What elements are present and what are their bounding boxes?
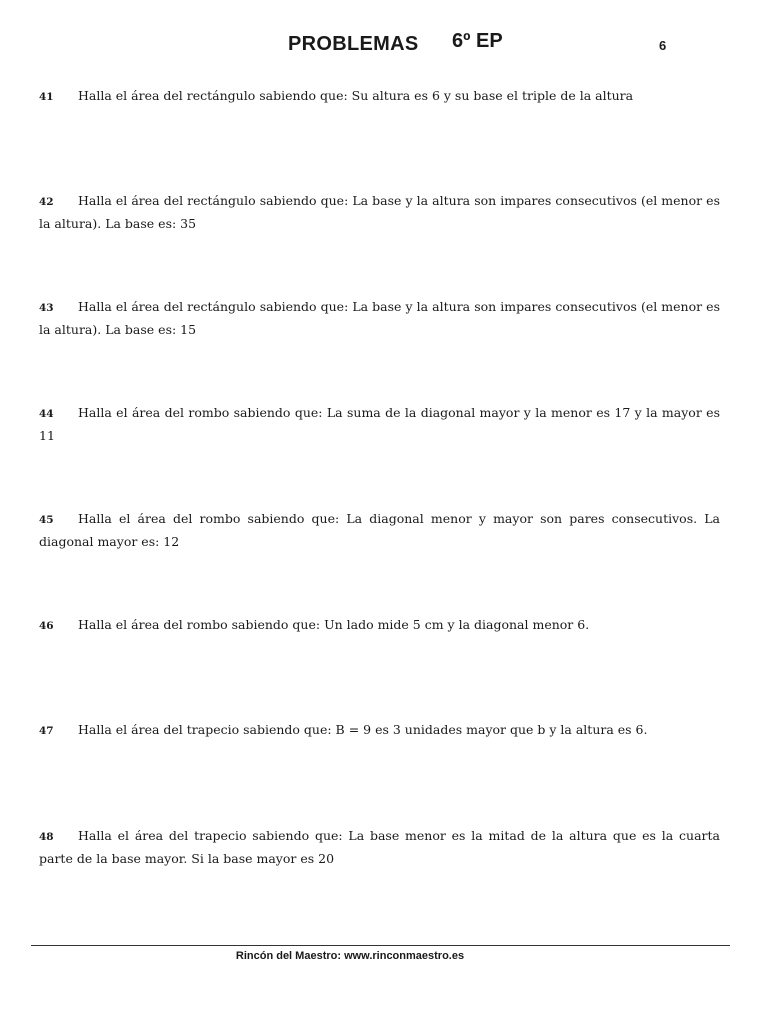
problem-46 <box>39 614 720 637</box>
problem-number: 43 <box>39 302 54 314</box>
problem-text: Halla el área del rombo sabiendo que: La suma de la diagonal mayor y la menor es 17 y la mayor es 11 <box>39 405 720 443</box>
problem-number: 47 <box>39 725 54 737</box>
problem-text: Halla el área del rombo sabiendo que: Un lado mide 5 cm y la diagonal menor 6. <box>78 617 590 632</box>
problem-text: Halla el área del rectángulo sabiendo que: Su altura es 6 y su base el triple de la altura <box>78 88 634 103</box>
problem-41 <box>39 85 720 108</box>
problem-42 <box>39 190 720 234</box>
problem-number: 42 <box>39 196 54 208</box>
page-number: 6 <box>659 38 667 53</box>
problem-number: 41 <box>39 91 54 103</box>
problem-47 <box>39 719 720 742</box>
problem-text: Halla el área del rombo sabiendo que: La diagonal menor y mayor son pares consecutivos. La diagonal mayor es: 12 <box>39 511 720 549</box>
problem-text: Halla el área del rectángulo sabiendo que: La base y la altura son impares consecutivos (el menor es la altura). La base es: 15 <box>39 299 720 337</box>
problem-text: Halla el área del trapecio sabiendo que: La base menor es la mitad de la altura que es la cuarta parte de la base mayor. Si la base mayor es 20 <box>39 828 720 866</box>
problem-number: 44 <box>39 408 54 420</box>
problem-48 <box>39 825 720 869</box>
problem-text: Halla el área del rectángulo sabiendo que: La base y la altura son impares consecutivos (el menor es la altura). La base es: 35 <box>39 193 720 231</box>
problem-43 <box>39 296 720 340</box>
footer-divider <box>31 945 730 946</box>
footer-credit: Rincón del Maestro: www.rinconmaestro.es <box>235 950 465 962</box>
problem-45 <box>39 508 720 552</box>
problem-number: 48 <box>39 831 54 843</box>
problem-number: 46 <box>39 620 54 632</box>
problem-44 <box>39 402 720 446</box>
problem-number: 45 <box>39 514 54 526</box>
grade-label: 6º EP <box>452 30 503 52</box>
problem-text: Halla el área del trapecio sabiendo que: B = 9 es 3 unidades mayor que b y la altura es 6. <box>78 722 648 737</box>
page-title: PROBLEMAS <box>288 33 419 55</box>
